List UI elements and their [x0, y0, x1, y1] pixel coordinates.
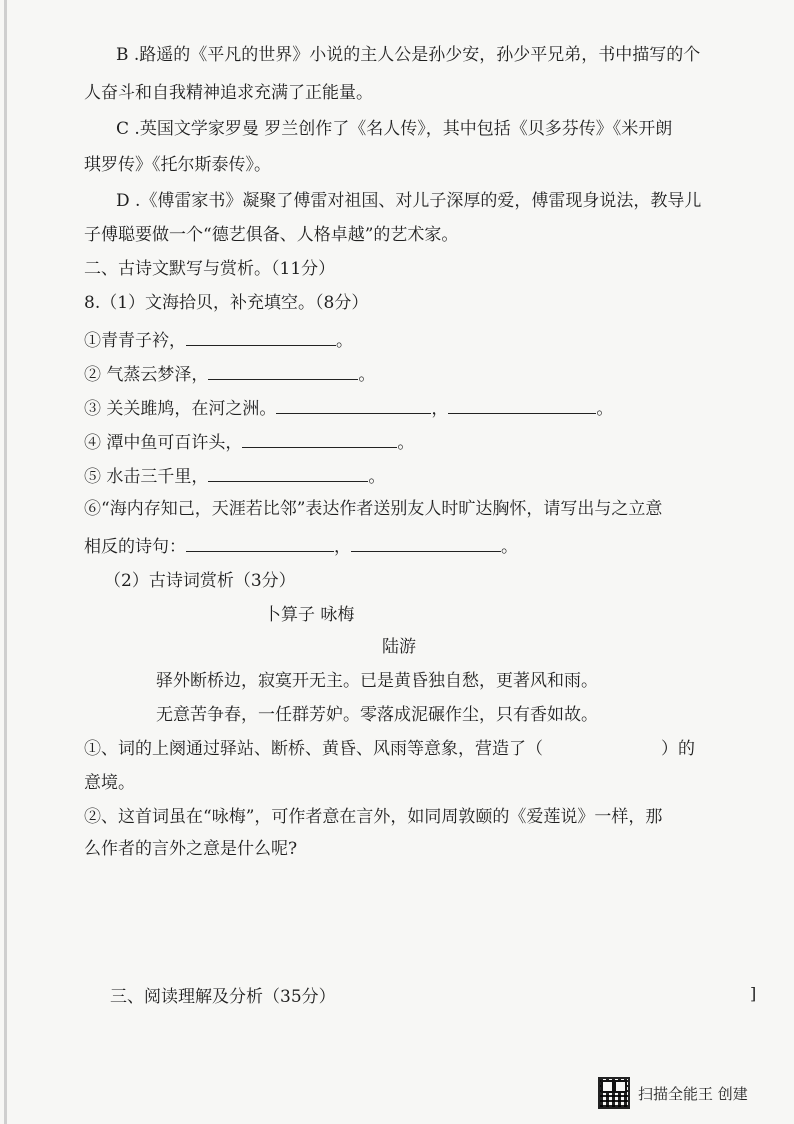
answer-blank-6a[interactable] — [186, 534, 334, 552]
fill-blank-5-period: 。 — [368, 467, 386, 487]
option-c-line-2: 琪罗传》《托尔斯泰传》。 — [84, 155, 271, 175]
question-8-part-1: 8.（1）文海拾贝，补充填空。（8分） — [84, 293, 369, 313]
fill-blank-1-prefix: ①青青子衿， — [84, 331, 186, 351]
watermark-text: 扫描全能王 创建 — [638, 1084, 748, 1103]
answer-blank-2[interactable] — [208, 362, 358, 380]
fill-blank-6-prefix: 相反的诗句： — [84, 537, 186, 557]
poem-line-2: 无意苦争春，一任群芳妒。零落成泥碾作尘，只有香如故。 — [156, 705, 598, 725]
fill-blank-5 — [84, 464, 385, 488]
fill-blank-5-prefix: ⑤ 水击三千里， — [84, 467, 209, 487]
answer-blank-1[interactable] — [186, 328, 336, 346]
sub-question-2-line-1: ②、这首词虽在“咏梅”，可作者意在言外，如同周敦颐的《爱莲说》一样，那 — [84, 807, 663, 827]
poem-line-1: 驿外断桥边，寂寞开无主。已是黄昏独自愁，更著风和雨。 — [156, 671, 598, 691]
fill-blank-6-period: 。 — [501, 537, 518, 557]
section-2-heading: 二、古诗文默写与赏析。（11分） — [84, 259, 336, 279]
answer-blank-3b[interactable] — [448, 396, 596, 414]
sub-question-1-line-1 — [84, 738, 695, 760]
fill-blank-3-comma: ， — [431, 399, 449, 419]
answer-blank-3a[interactable] — [276, 396, 431, 414]
qr-code-icon — [598, 1077, 630, 1109]
sub-question-1-prefix: ①、词的上阕通过驿站、断桥、黄昏、风雨等意象，营造了（ — [84, 739, 543, 759]
option-b-line-2: 人奋斗和自我精神追求充满了正能量。 — [84, 83, 373, 103]
fill-blank-2-prefix: ② 气蒸云梦泽， — [84, 365, 209, 385]
sub-question-1-line-2: 意境。 — [84, 773, 135, 793]
question-8-part-2: （2）古诗词赏析（3分） — [104, 571, 296, 591]
fill-blank-2-period: 。 — [358, 365, 376, 385]
answer-blank-4[interactable] — [242, 430, 397, 448]
fill-blank-4-prefix: ④ 潭中鱼可百许头， — [84, 433, 243, 453]
fill-blank-6-comma: ， — [334, 537, 351, 557]
sub-question-1-suffix: ）的 — [661, 739, 695, 759]
fill-blank-2 — [84, 362, 375, 386]
fill-blank-4-period: 。 — [397, 433, 415, 453]
option-b-line-1: B .路遥的《平凡的世界》小说的主人公是孙少安，孙少平兄弟，书中描写的个 — [116, 45, 701, 65]
option-d-line-1: D .《傅雷家书》凝聚了傅雷对祖国、对儿子深厚的爱，傅雷现身说法，教导儿 — [116, 191, 702, 211]
margin-bracket: ] — [750, 984, 757, 1003]
poem-title: 卜算子 咏梅 — [264, 605, 355, 625]
option-d-line-2: 子傅聪要做一个“德艺俱备、人格卓越”的艺术家。 — [84, 225, 459, 245]
answer-blank-5[interactable] — [208, 464, 368, 482]
fill-blank-1 — [84, 328, 353, 352]
section-3-heading: 三、阅读理解及分析（35分） — [110, 987, 336, 1007]
page-edge-shadow — [4, 0, 7, 1124]
sub-question-2-line-2: 么作者的言外之意是什么呢? — [84, 839, 298, 859]
fill-blank-1-period: 。 — [336, 331, 353, 351]
poem-author: 陆游 — [382, 637, 416, 657]
fill-blank-3 — [84, 396, 613, 420]
option-c-line-1: C .英国文学家罗曼 罗兰创作了《名人传》，其中包括《贝多芬传》《米开朗 — [116, 119, 673, 139]
fill-blank-6-line-2 — [84, 534, 518, 558]
answer-blank-6b[interactable] — [351, 534, 501, 552]
fill-blank-3-prefix: ③ 关关雎鸠，在河之洲。 — [84, 399, 277, 419]
fill-blank-3-period: 。 — [596, 399, 614, 419]
scanner-watermark — [598, 1076, 748, 1110]
fill-blank-6-line-1: ⑥“海内存知己，天涯若比邻”表达作者送别友人时旷达胸怀，请写出与之立意 — [84, 499, 663, 519]
fill-blank-4 — [84, 430, 414, 454]
